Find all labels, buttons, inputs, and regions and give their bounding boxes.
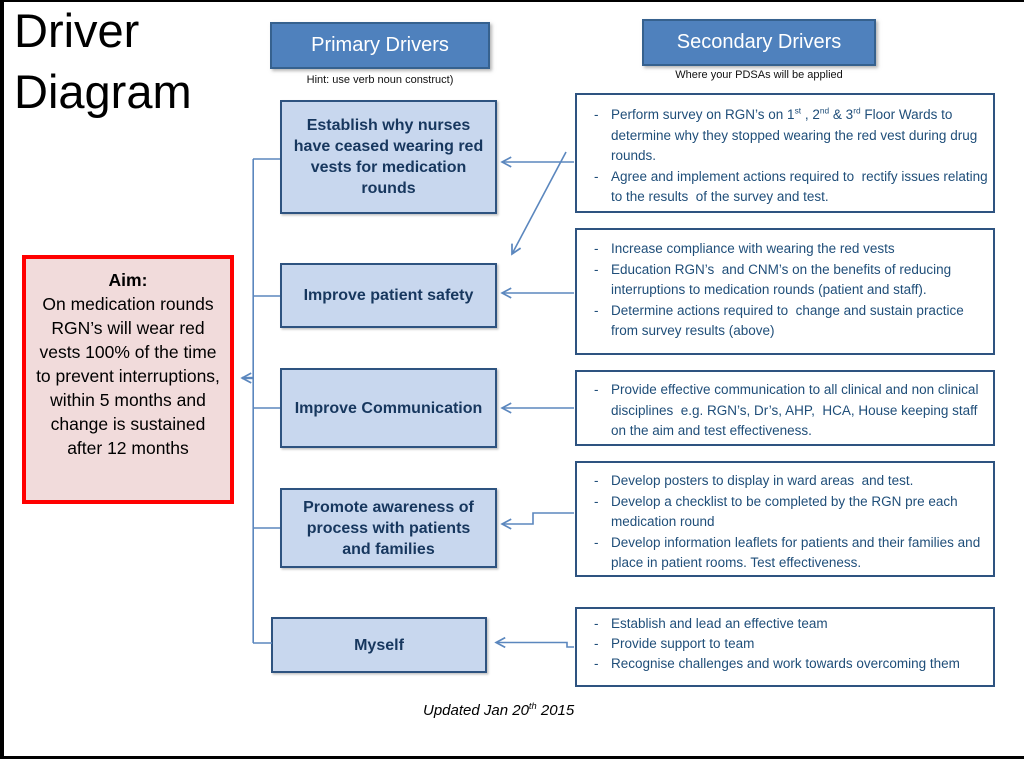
bullet-dash: -	[594, 534, 599, 550]
secondary-drivers-header	[642, 19, 876, 66]
bullet-text: Provide effective communication to all clinical and non clinical disciplines e.g. RGN’s, Dr’s, AHP, HCA, House keeping staff on the aim and test effectiveness.	[611, 382, 986, 438]
bullet-dash: -	[594, 493, 599, 509]
secondary-driver-box-team	[575, 607, 995, 687]
primary-drivers-header-label: Primary Drivers	[311, 34, 449, 56]
primary-driver-patient-safety: Improve patient safety	[280, 263, 497, 328]
bullet-dash: -	[594, 261, 599, 277]
bullet-item	[587, 260, 989, 301]
primary-driver-communication: Improve Communication	[280, 368, 497, 448]
primary-driver-awareness: Promote awareness of process with patients and families	[280, 488, 497, 568]
bullet-dash: -	[594, 616, 599, 631]
secondary-driver-box-communication	[575, 370, 995, 446]
secondary-drivers-header-label: Secondary Drivers	[676, 31, 842, 53]
arrow-sec1-to-pri2-diagonal	[512, 152, 566, 254]
arrow-sec5-to-pri5	[496, 643, 574, 648]
primary-driver-myself: Myself	[271, 617, 487, 673]
primary-drivers-header	[270, 22, 490, 69]
bullet-text: Education RGN’s and CNM’s on the benefits of reducing interruptions to medication rounds (patient and staff).	[611, 261, 955, 297]
bullet-item	[587, 614, 989, 634]
bullet-item	[587, 105, 989, 167]
secondary-driver-box-survey	[575, 93, 995, 213]
bullet-item	[587, 533, 989, 574]
primary-driver-establish-why: Establish why nurses have ceased wearing red vests for medication rounds	[280, 100, 497, 214]
bullet-text: Perform survey on RGN’s on 1st , 2nd & 3rd Floor Wards to determine why they stopped wearing the red vest during drug rounds.	[611, 105, 981, 163]
bullet-text: Develop posters to display in ward areas and test.	[611, 473, 914, 488]
page-title-line2: Diagram	[14, 65, 192, 118]
bullet-text: Develop information leaflets for patients and their families and place in patient rooms. Test effectiveness.	[611, 534, 984, 570]
bullet-dash: -	[594, 241, 599, 256]
bullet-text: Establish and lead an effective team	[611, 616, 828, 631]
bullet-dash: -	[594, 473, 599, 488]
secondary-driver-box-posters	[575, 461, 995, 577]
page-title-line1: Driver	[14, 4, 140, 57]
secondary-driver-box-compliance	[575, 228, 995, 355]
bullet-dash: -	[594, 107, 599, 122]
bullet-dash: -	[594, 636, 599, 651]
bullet-text: Develop a checklist to be completed by the RGN pre each medication round	[611, 493, 962, 529]
bullet-text: Agree and implement actions required to rectify issues relating to the results of the survey and test.	[611, 168, 992, 204]
bullet-text: Recognise challenges and work towards overcoming them	[611, 656, 960, 671]
aim-box	[22, 255, 234, 504]
bullet-text: Provide support to team	[611, 636, 755, 651]
bullet-dash: -	[594, 302, 599, 318]
bullet-dash: -	[594, 168, 599, 184]
aim-text: On medication rounds RGN’s will wear red vests 100% of the time to prevent interruptions, within 5 months and change is sustained after 12 months	[36, 294, 220, 458]
bullet-dash: -	[594, 656, 599, 671]
bullet-item	[587, 634, 989, 654]
arrow-sec4-to-pri4	[502, 513, 574, 524]
bullet-item	[587, 380, 989, 442]
bullet-item	[587, 471, 989, 492]
bullet-item	[587, 239, 989, 260]
bullet-text: Increase compliance with wearing the red vests	[611, 241, 895, 256]
secondary-subtitle-note: Where your PDSAs will be applied	[675, 69, 843, 81]
aim-heading: Aim:	[108, 270, 148, 290]
primary-hint-note: Hint: use verb noun construct)	[306, 74, 454, 86]
bullet-dash: -	[594, 382, 599, 397]
bullet-item	[587, 301, 989, 342]
bullet-text: Determine actions required to change and sustain practice from survey results (above)	[611, 302, 968, 338]
page-title	[14, 0, 192, 122]
bullet-item	[587, 492, 989, 533]
footer-updated-date: Updated Jan 20th 2015	[423, 701, 575, 719]
slide-border-left	[0, 0, 4, 759]
bullet-item	[587, 167, 992, 208]
bullet-item	[587, 654, 989, 674]
